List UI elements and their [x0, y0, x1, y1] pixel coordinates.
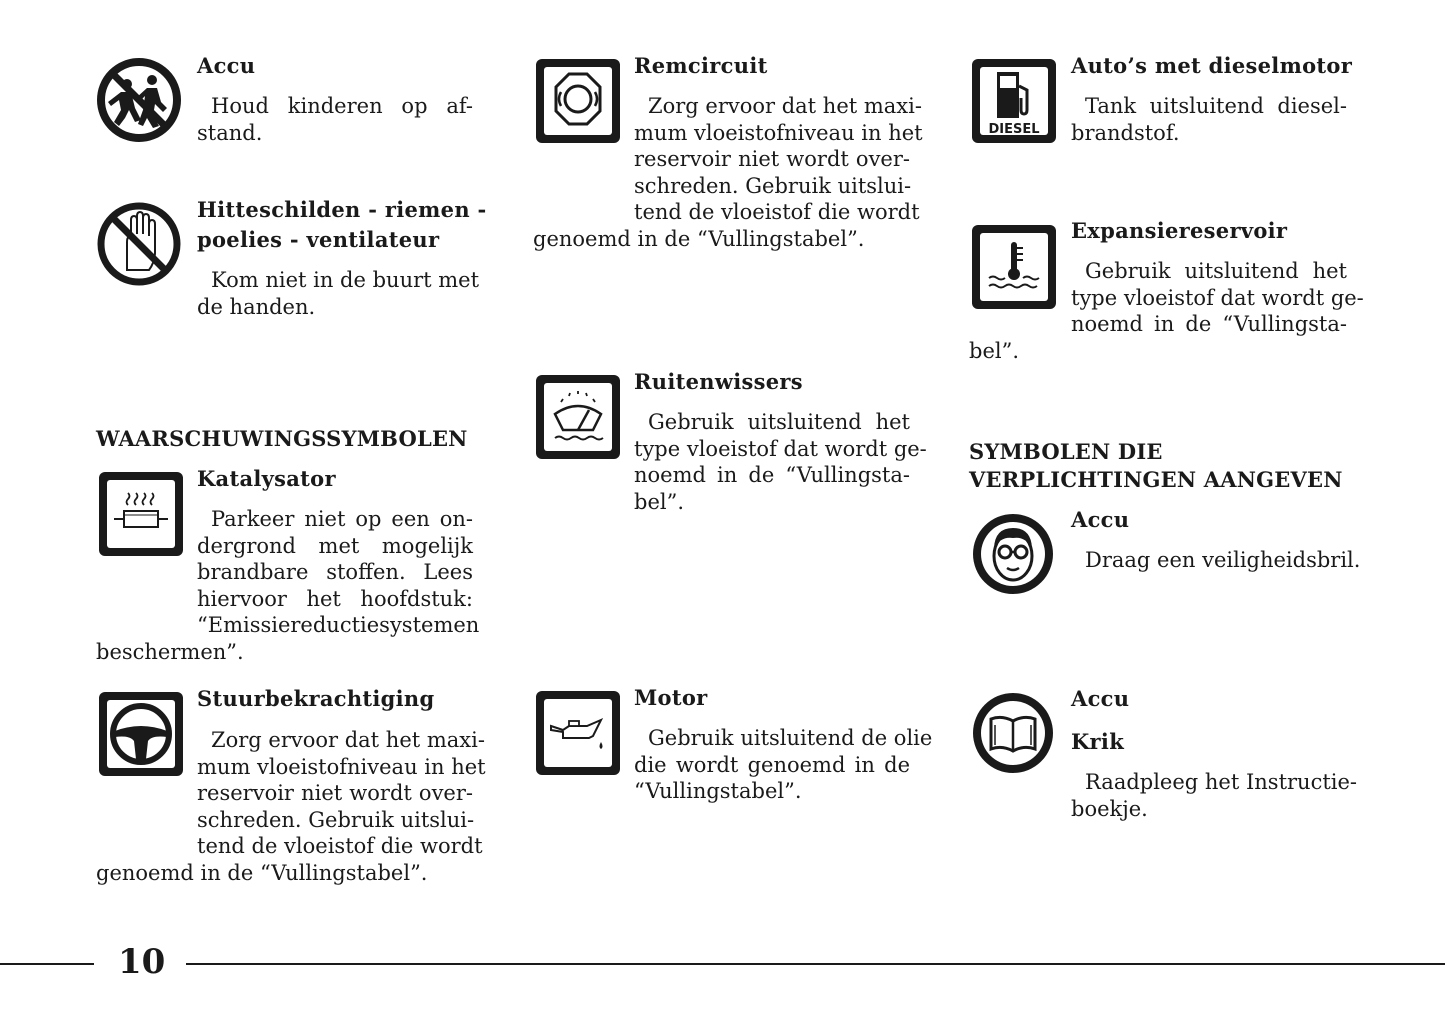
rem-tail: genoemd in de “Vullingstabel”.	[533, 227, 865, 251]
expansie-tail: bel”.	[969, 339, 1019, 363]
ruit-line: noemd in de “Vullingsta-	[634, 463, 910, 487]
accu-title: Accu	[197, 53, 256, 78]
boek-text	[1071, 769, 1358, 822]
footer-rule-left	[0, 963, 94, 965]
keep-children-away-icon	[97, 56, 187, 146]
bril-title: Accu	[1071, 507, 1130, 532]
hitte-title-2: poelies - ventilateur	[197, 227, 440, 252]
boek-line: Raadpleeg het Instructie-	[1085, 770, 1358, 794]
expansie-text	[1071, 258, 1364, 338]
expansie-title: Expansiereservoir	[1071, 218, 1288, 243]
motor-line: “Vullingstabel”.	[634, 779, 802, 803]
stuur-title: Stuurbekrachtiging	[197, 686, 435, 711]
section-verplichtingen-2: VERPLICHTINGEN AANGEVEN	[969, 467, 1343, 492]
stuur-tail: genoemd in de “Vullingstabel”.	[96, 861, 428, 885]
boek-line: boekje.	[1071, 796, 1148, 821]
stuur-text	[197, 727, 486, 860]
expansie-line: noemd in de “Vullingsta-	[1071, 312, 1347, 336]
katalysator-tail: beschermen”.	[96, 640, 244, 664]
diesel-text	[1071, 93, 1347, 146]
katalysator-line: hiervoor het hoofdstuk:	[197, 586, 473, 611]
boek-title-1: Accu	[1071, 686, 1130, 711]
oil-can-icon	[533, 688, 623, 778]
safety-glasses-icon	[969, 510, 1059, 600]
katalysator-title: Katalysator	[197, 466, 336, 491]
katalysator-line: dergrond met mogelijk	[197, 533, 473, 558]
manual-book-icon	[969, 689, 1059, 779]
catalyst-icon	[96, 469, 186, 559]
section-waarschuwingssymbolen: WAARSCHUWINGSSYMBOLEN	[96, 426, 468, 451]
katalysator-line: brandbare stoffen. Lees	[197, 560, 473, 584]
diesel-line: brandstof.	[1071, 120, 1180, 145]
katalysator-line: “Emissiereductiesystemen	[197, 613, 480, 637]
diesel-icon-label: DIESEL	[988, 122, 1040, 137]
ruit-line: type vloeistof dat wordt ge-	[634, 436, 927, 461]
steering-wheel-icon	[96, 689, 186, 779]
motor-text	[634, 725, 933, 805]
ruit-text	[634, 409, 927, 515]
rem-line: Zorg ervoor dat het maxi-	[648, 94, 922, 118]
coolant-temperature-icon	[969, 222, 1059, 312]
stuur-line: schreden. Gebruik uitslui-	[197, 807, 475, 832]
hitte-title-1: Hitteschilden - riemen -	[197, 197, 487, 222]
brake-circuit-icon	[533, 56, 623, 146]
boek-title-2: Krik	[1071, 729, 1125, 754]
accu-text: Houd kinderen op af- stand.	[197, 94, 473, 145]
expansie-line: Gebruik uitsluitend het	[1085, 259, 1347, 283]
katalysator-line: Parkeer niet op een on-	[211, 507, 473, 531]
katalysator-text	[197, 506, 480, 639]
rem-line: reservoir niet wordt over-	[634, 147, 910, 171]
rem-text	[634, 93, 923, 226]
expansie-line: type vloeistof dat wordt ge-	[1071, 285, 1364, 310]
motor-line: die wordt genoemd in de	[634, 752, 910, 777]
rem-line: tend de vloeistof die wordt	[634, 200, 920, 224]
rem-line: schreden. Gebruik uitslui-	[634, 173, 912, 198]
diesel-title: Auto’s met dieselmotor	[1071, 53, 1353, 78]
stuur-line: mum vloeistofniveau in het	[197, 754, 486, 779]
ruit-line: Gebruik uitsluitend het	[648, 410, 910, 434]
motor-title: Motor	[634, 685, 708, 710]
hitte-text: Kom niet in de buurt met de handen.	[197, 268, 480, 319]
stuur-line: Zorg ervoor dat het maxi-	[211, 728, 485, 752]
ruit-line: bel”.	[634, 489, 684, 514]
stuur-line: reservoir niet wordt over-	[197, 781, 473, 805]
bril-text: Draag een veiligheidsbril.	[1085, 548, 1361, 572]
stuur-line: tend de vloeistof die wordt	[197, 834, 483, 858]
footer-rule-right	[186, 963, 1445, 965]
wiper-icon	[533, 372, 623, 462]
motor-line: Gebruik uitsluitend de olie	[648, 726, 933, 750]
rem-title: Remcircuit	[634, 53, 768, 78]
diesel-pump-icon	[969, 56, 1059, 146]
page-number: 10	[118, 942, 166, 982]
rem-line: mum vloeistofniveau in het	[634, 120, 923, 145]
no-hands-icon	[97, 200, 187, 290]
ruit-title: Ruitenwissers	[634, 369, 803, 394]
diesel-line: Tank uitsluitend diesel-	[1085, 94, 1347, 118]
section-verplichtingen-1: SYMBOLEN DIE	[969, 439, 1163, 464]
